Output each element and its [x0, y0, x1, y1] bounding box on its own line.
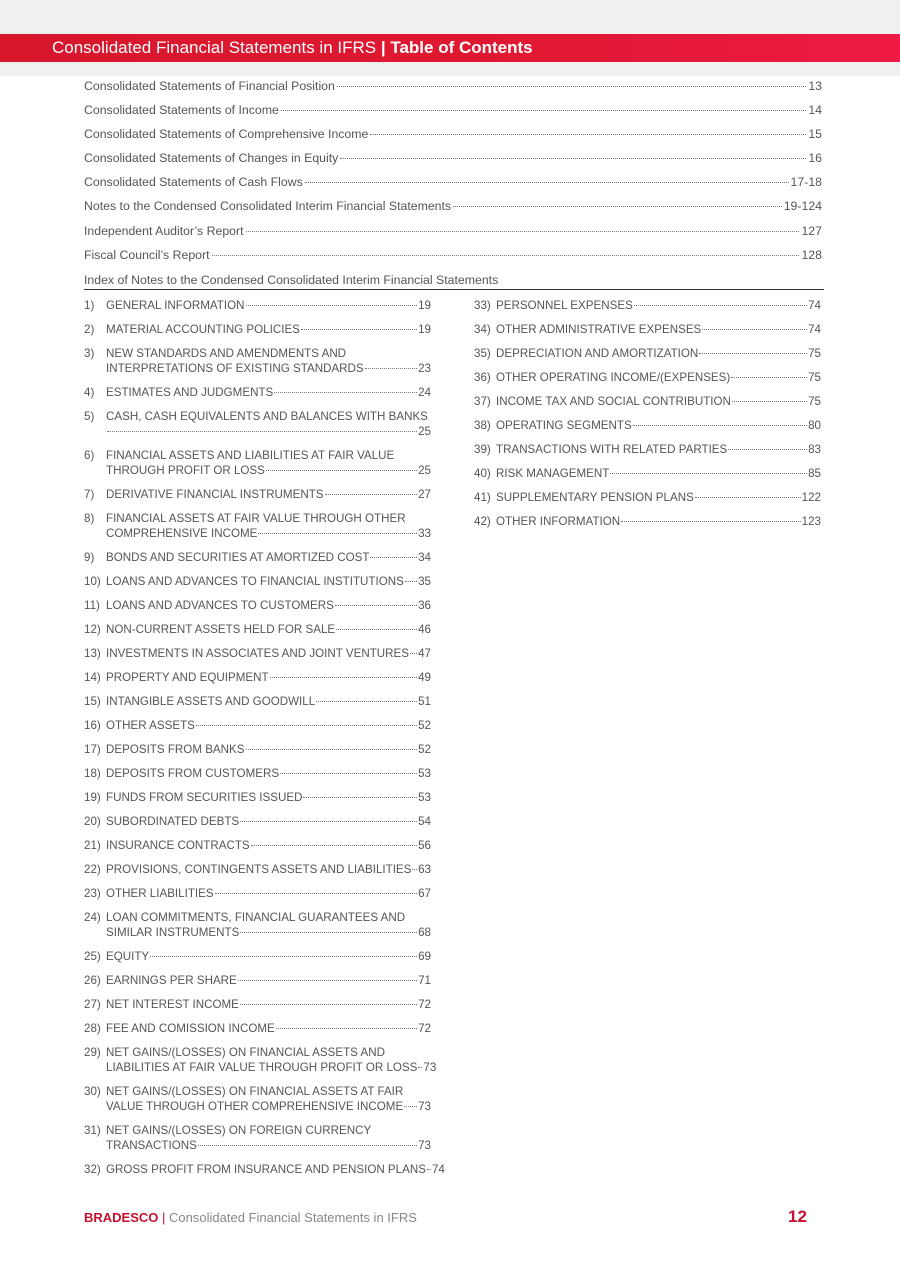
notes-index-right-column [474, 298, 821, 538]
note-page: 63 [418, 863, 431, 876]
note-page: 47 [418, 647, 431, 660]
notes-index-entry[interactable] [84, 598, 431, 622]
note-title-line: INCOME TAX AND SOCIAL CONTRIBUTION [496, 395, 731, 408]
note-number: 42) [474, 515, 491, 528]
note-page: 33 [418, 527, 431, 540]
note-page: 67 [418, 887, 431, 900]
note-number: 20) [84, 815, 101, 828]
note-title-line: FINANCIAL ASSETS AND LIABILITIES AT FAIR VALUE [106, 449, 395, 462]
dot-leader [198, 1145, 417, 1146]
note-number: 19) [84, 791, 101, 804]
dot-leader [702, 329, 807, 330]
note-title-line: OTHER OPERATING INCOME/(EXPENSES) [496, 371, 731, 384]
note-title-line: INTERPRETATIONS OF EXISTING STANDARDS [106, 362, 364, 375]
note-page: 123 [801, 515, 821, 528]
note-page: 52 [418, 743, 431, 756]
note-page: 85 [808, 467, 821, 480]
note-title-line: INVESTMENTS IN ASSOCIATES AND JOINT VENTURES [106, 647, 409, 660]
toc-entry[interactable] [84, 151, 822, 175]
notes-index-entry[interactable] [84, 814, 431, 838]
notes-index-entry[interactable] [84, 1045, 437, 1084]
footer-text: Consolidated Financial Statements in IFRS [169, 1210, 417, 1225]
dot-leader [340, 158, 806, 159]
notes-index-entry[interactable] [84, 574, 431, 598]
note-page: 19 [418, 299, 431, 312]
dot-leader [276, 1028, 417, 1029]
header-subtitle: Table of Contents [390, 38, 533, 57]
dot-leader [370, 557, 417, 558]
note-number: 26) [84, 974, 101, 987]
notes-index-entry[interactable] [474, 490, 821, 514]
toc-entry-label: Notes to the Condensed Consolidated Interim Financial Statements [84, 199, 452, 214]
toc-entry[interactable] [84, 79, 822, 103]
note-number: 27) [84, 998, 101, 1011]
note-number: 13) [84, 647, 101, 660]
note-title-line: OTHER LIABILITIES [106, 887, 214, 900]
note-number: 28) [84, 1022, 101, 1035]
dot-leader [281, 110, 807, 111]
note-number: 17) [84, 743, 101, 756]
note-title-line: EARNINGS PER SHARE [106, 974, 237, 987]
toc-entry[interactable] [84, 199, 822, 223]
notes-index-entry[interactable] [84, 1162, 445, 1186]
notes-index-entry[interactable] [84, 298, 431, 322]
note-number: 38) [474, 419, 491, 432]
dot-leader [150, 956, 417, 957]
toc-entry-label: Consolidated Statements of Comprehensive Income [84, 127, 369, 142]
note-title-line: FINANCIAL ASSETS AT FAIR VALUE THROUGH OTHER [106, 512, 406, 525]
dot-leader [251, 845, 417, 846]
note-title-line: NET GAINS/(LOSSES) ON FINANCIAL ASSETS AT FAIR [106, 1085, 404, 1098]
note-page: 73 [418, 1100, 431, 1113]
note-number: 21) [84, 839, 101, 852]
note-number: 7) [84, 488, 95, 501]
toc-entry[interactable] [84, 248, 822, 272]
dot-leader [621, 521, 801, 522]
note-page: 56 [418, 839, 431, 852]
note-title-line: RISK MANAGEMENT [496, 467, 610, 480]
note-page: 54 [418, 815, 431, 828]
dot-leader [246, 749, 418, 750]
note-title-line: LOAN COMMITMENTS, FINANCIAL GUARANTEES AND [106, 911, 406, 924]
note-number: 40) [474, 467, 491, 480]
note-number: 4) [84, 386, 95, 399]
notes-index-entry[interactable] [84, 385, 431, 409]
footer [84, 1210, 417, 1225]
note-number: 31) [84, 1124, 101, 1137]
note-number: 1) [84, 299, 95, 312]
notes-index-entry[interactable] [84, 322, 431, 346]
note-title-line: GENERAL INFORMATION [106, 299, 245, 312]
note-title-line: VALUE THROUGH OTHER COMPREHENSIVE INCOME [106, 1100, 404, 1113]
dot-leader [280, 773, 417, 774]
note-page: 34 [418, 551, 431, 564]
toc-entry[interactable] [84, 224, 822, 248]
note-number: 5) [84, 410, 95, 423]
dot-leader [301, 329, 417, 330]
dot-leader [246, 231, 800, 232]
notes-index-heading: Index of Notes to the Condensed Consolidated Interim Financial Statements [84, 273, 824, 290]
note-page: 75 [808, 395, 821, 408]
dot-leader [316, 701, 417, 702]
note-title-line: NON-CURRENT ASSETS HELD FOR SALE [106, 623, 336, 636]
note-number: 29) [84, 1046, 101, 1059]
toc-entry-page: 19-124 [783, 199, 822, 214]
note-title-line: OTHER ADMINISTRATIVE EXPENSES [496, 323, 702, 336]
note-page: 53 [418, 791, 431, 804]
header-underline-strip [0, 62, 900, 76]
note-title-line: COMPREHENSIVE INCOME [106, 527, 258, 540]
toc-entry-label: Fiscal Council’s Report [84, 247, 210, 262]
note-title-line: PROVISIONS, CONTINGENTS ASSETS AND LIABILITIES [106, 863, 412, 876]
dot-leader [728, 449, 807, 450]
note-title-line: SUPPLEMENTARY PENSION PLANS [496, 491, 694, 504]
header-banner [0, 34, 900, 62]
note-number: 15) [84, 695, 101, 708]
toc-entry-page: 16 [808, 151, 822, 166]
notes-index-entry[interactable] [84, 742, 431, 766]
note-title-line: INSURANCE CONTRACTS [106, 839, 250, 852]
note-title-line: LOANS AND ADVANCES TO CUSTOMERS [106, 599, 334, 612]
dot-leader [634, 305, 807, 306]
note-number: 33) [474, 299, 491, 312]
notes-index-entry[interactable] [84, 766, 431, 790]
dot-leader [412, 869, 417, 870]
dot-leader [336, 629, 417, 630]
note-title-line: GROSS PROFIT FROM INSURANCE AND PENSION PLANS [106, 1163, 426, 1176]
note-title-line: LOANS AND ADVANCES TO FINANCIAL INSTITUTIONS [106, 575, 404, 588]
notes-index-entry[interactable] [84, 346, 431, 385]
note-page: 74 [808, 299, 821, 312]
note-title-line: BONDS AND SECURITIES AT AMORTIZED COST [106, 551, 370, 564]
note-page: 53 [418, 767, 431, 780]
dot-leader [335, 605, 417, 606]
note-page: 73 [423, 1061, 437, 1074]
note-page: 72 [418, 998, 431, 1011]
note-number: 2) [84, 323, 95, 336]
dot-leader [196, 725, 417, 726]
notes-index-entry[interactable] [84, 487, 431, 511]
header-separator: | [380, 38, 386, 57]
toc-entry-page: 13 [808, 79, 822, 93]
dot-leader [453, 206, 782, 207]
notes-index-entry[interactable] [84, 718, 431, 742]
note-page: 74 [431, 1163, 445, 1176]
toc-entry[interactable] [84, 103, 822, 127]
dot-leader [107, 431, 417, 432]
notes-index-entry[interactable] [84, 622, 431, 646]
notes-index-entry[interactable] [84, 862, 431, 886]
note-title-line: TRANSACTIONS [106, 1139, 197, 1152]
dot-leader [212, 255, 800, 256]
toc-entry-page: 17-18 [790, 175, 822, 190]
note-title-line: SIMILAR INSTRUMENTS [106, 926, 240, 939]
dot-leader [215, 893, 418, 894]
dot-leader [240, 1004, 417, 1005]
note-number: 34) [474, 323, 491, 336]
dot-leader [270, 677, 418, 678]
dot-leader [695, 497, 801, 498]
note-page: 71 [418, 974, 431, 987]
notes-index-entry[interactable] [474, 466, 821, 490]
note-title-line: OPERATING SEGMENTS [496, 419, 632, 432]
note-page: 23 [418, 362, 431, 375]
note-number: 30) [84, 1085, 101, 1098]
note-title-line: NET INTEREST INCOME [106, 998, 239, 1011]
notes-index-entry[interactable] [84, 1123, 431, 1162]
notes-index-entry[interactable] [474, 346, 821, 370]
dot-leader [405, 581, 417, 582]
notes-index-entry[interactable] [474, 514, 821, 538]
note-title-line: INTANGIBLE ASSETS AND GOODWILL [106, 695, 316, 708]
note-title-line: CASH, CASH EQUIVALENTS AND BALANCES WITH BANKS [106, 410, 428, 423]
note-page: 24 [418, 386, 431, 399]
note-page: 19 [418, 323, 431, 336]
note-page: 52 [418, 719, 431, 732]
note-title-line: ESTIMATES AND JUDGMENTS [106, 386, 274, 399]
page-number: 12 [788, 1207, 807, 1226]
note-title-line: LIABILITIES AT FAIR VALUE THROUGH PROFIT OR LOSS [106, 1061, 418, 1074]
dot-leader [418, 1067, 422, 1068]
notes-index-entry[interactable] [84, 949, 431, 973]
note-number: 8) [84, 512, 95, 525]
note-page: 35 [418, 575, 431, 588]
top-strip [0, 0, 900, 34]
note-page: 27 [418, 488, 431, 501]
dot-leader [610, 473, 807, 474]
toc-entry-page: 14 [808, 103, 822, 118]
notes-index-entry[interactable] [84, 997, 431, 1021]
notes-index-entry[interactable] [84, 550, 431, 574]
note-number: 32) [84, 1163, 101, 1176]
toc-entry-page: 128 [801, 247, 822, 262]
dot-leader [303, 797, 417, 798]
dot-leader [699, 353, 807, 354]
dot-leader [732, 401, 807, 402]
note-title-line: NEW STANDARDS AND AMENDMENTS AND [106, 347, 347, 360]
toc-entry[interactable] [84, 175, 822, 199]
header-title [52, 38, 533, 58]
notes-index-entry[interactable] [84, 790, 431, 814]
notes-index-entry[interactable] [474, 322, 821, 346]
note-page: 46 [418, 623, 431, 636]
note-title-line: PERSONNEL EXPENSES [496, 299, 633, 312]
note-number: 37) [474, 395, 491, 408]
toc-entry[interactable] [84, 127, 822, 151]
dot-leader [731, 377, 807, 378]
note-number: 36) [474, 371, 491, 384]
notes-index-entry[interactable] [84, 448, 431, 487]
header-title-main: Consolidated Financial Statements in IFRS [52, 38, 377, 57]
dot-leader [325, 494, 418, 495]
dot-leader [238, 980, 417, 981]
table-of-contents [84, 79, 822, 272]
note-number: 41) [474, 491, 491, 504]
note-number: 39) [474, 443, 491, 456]
note-page: 122 [801, 491, 821, 504]
note-title-line: DERIVATIVE FINANCIAL INSTRUMENTS [106, 488, 324, 501]
note-page: 69 [418, 950, 431, 963]
note-page: 83 [808, 443, 821, 456]
note-number: 25) [84, 950, 101, 963]
dot-leader [427, 1169, 431, 1170]
toc-entry-page: 127 [801, 223, 822, 238]
dot-leader [266, 470, 417, 471]
note-page: 72 [418, 1022, 431, 1035]
footer-brand-logo: BRADESCO [84, 1210, 159, 1225]
dot-leader [240, 932, 417, 933]
notes-index-entry[interactable] [474, 370, 821, 394]
note-number: 12) [84, 623, 101, 636]
notes-index-entry[interactable] [84, 646, 431, 670]
note-number: 16) [84, 719, 101, 732]
dot-leader [633, 425, 807, 426]
notes-index-entry[interactable] [84, 1021, 431, 1045]
dot-leader [246, 305, 418, 306]
note-number: 6) [84, 449, 95, 462]
note-title-line: EQUITY [106, 950, 150, 963]
note-title-line: MATERIAL ACCOUNTING POLICIES [106, 323, 300, 336]
dot-leader [305, 182, 789, 183]
note-title-line: DEPOSITS FROM BANKS [106, 743, 245, 756]
dot-leader [274, 392, 417, 393]
notes-index-left-column [84, 298, 445, 1186]
note-number: 23) [84, 887, 101, 900]
note-number: 14) [84, 671, 101, 684]
note-title-line: NET GAINS/(LOSSES) ON FOREIGN CURRENCY [106, 1124, 372, 1137]
note-number: 3) [84, 347, 95, 360]
note-title-line: THROUGH PROFIT OR LOSS [106, 464, 265, 477]
note-page: 25 [418, 464, 431, 477]
notes-index-entry[interactable] [84, 409, 431, 448]
note-page: 25 [418, 425, 431, 438]
note-number: 22) [84, 863, 101, 876]
note-number: 9) [84, 551, 95, 564]
notes-index-entry[interactable] [474, 442, 821, 466]
note-title-line: FUNDS FROM SECURITIES ISSUED [106, 791, 303, 804]
note-number: 35) [474, 347, 491, 360]
notes-index-entry[interactable] [84, 694, 431, 718]
note-title-line: FEE AND COMISSION INCOME [106, 1022, 275, 1035]
toc-entry-label: Consolidated Statements of Income [84, 103, 279, 118]
note-number: 10) [84, 575, 101, 588]
notes-index-entry[interactable] [84, 511, 431, 550]
notes-index-entry[interactable] [84, 1084, 431, 1123]
note-page: 51 [418, 695, 431, 708]
note-title-line: SUBORDINATED DEBTS [106, 815, 240, 828]
note-page: 49 [418, 671, 431, 684]
notes-index-entry[interactable] [84, 910, 431, 949]
toc-entry-label: Consolidated Statements of Cash Flows [84, 175, 303, 190]
dot-leader [240, 821, 417, 822]
note-number: 24) [84, 911, 101, 924]
note-title-line: DEPRECIATION AND AMORTIZATION [496, 347, 699, 360]
notes-index-entry[interactable] [474, 394, 821, 418]
notes-index-entry[interactable] [474, 298, 821, 322]
note-title-line: NET GAINS/(LOSSES) ON FINANCIAL ASSETS AND [106, 1046, 385, 1059]
note-page: 68 [418, 926, 431, 939]
note-title-line: PROPERTY AND EQUIPMENT [106, 671, 269, 684]
dot-leader [404, 1106, 417, 1107]
note-page: 74 [808, 323, 821, 336]
notes-index-entry[interactable] [84, 973, 431, 997]
toc-entry-label: Consolidated Statements of Changes in Equity [84, 151, 339, 166]
notes-index-entry[interactable] [84, 886, 431, 910]
footer-separator: | [162, 1210, 166, 1225]
note-title-line: OTHER INFORMATION [496, 515, 621, 528]
dot-leader [370, 134, 806, 135]
note-page: 75 [808, 347, 821, 360]
note-page: 75 [808, 371, 821, 384]
notes-index-entry[interactable] [474, 418, 821, 442]
dot-leader [258, 533, 417, 534]
notes-index-entry[interactable] [84, 670, 431, 694]
dot-leader [365, 368, 417, 369]
note-page: 36 [418, 599, 431, 612]
dot-leader [337, 86, 806, 87]
note-page: 80 [808, 419, 821, 432]
note-title-line: OTHER ASSETS [106, 719, 195, 732]
toc-entry-page: 15 [808, 127, 822, 142]
note-number: 18) [84, 767, 101, 780]
notes-index-entry[interactable] [84, 838, 431, 862]
dot-leader [410, 653, 417, 654]
note-number: 11) [84, 599, 100, 612]
toc-entry-label: Consolidated Statements of Financial Position [84, 79, 335, 93]
note-title-line: TRANSACTIONS WITH RELATED PARTIES [496, 443, 728, 456]
note-page: 73 [418, 1139, 431, 1152]
note-title-line: DEPOSITS FROM CUSTOMERS [106, 767, 280, 780]
toc-entry-label: Independent Auditor’s Report [84, 223, 244, 238]
